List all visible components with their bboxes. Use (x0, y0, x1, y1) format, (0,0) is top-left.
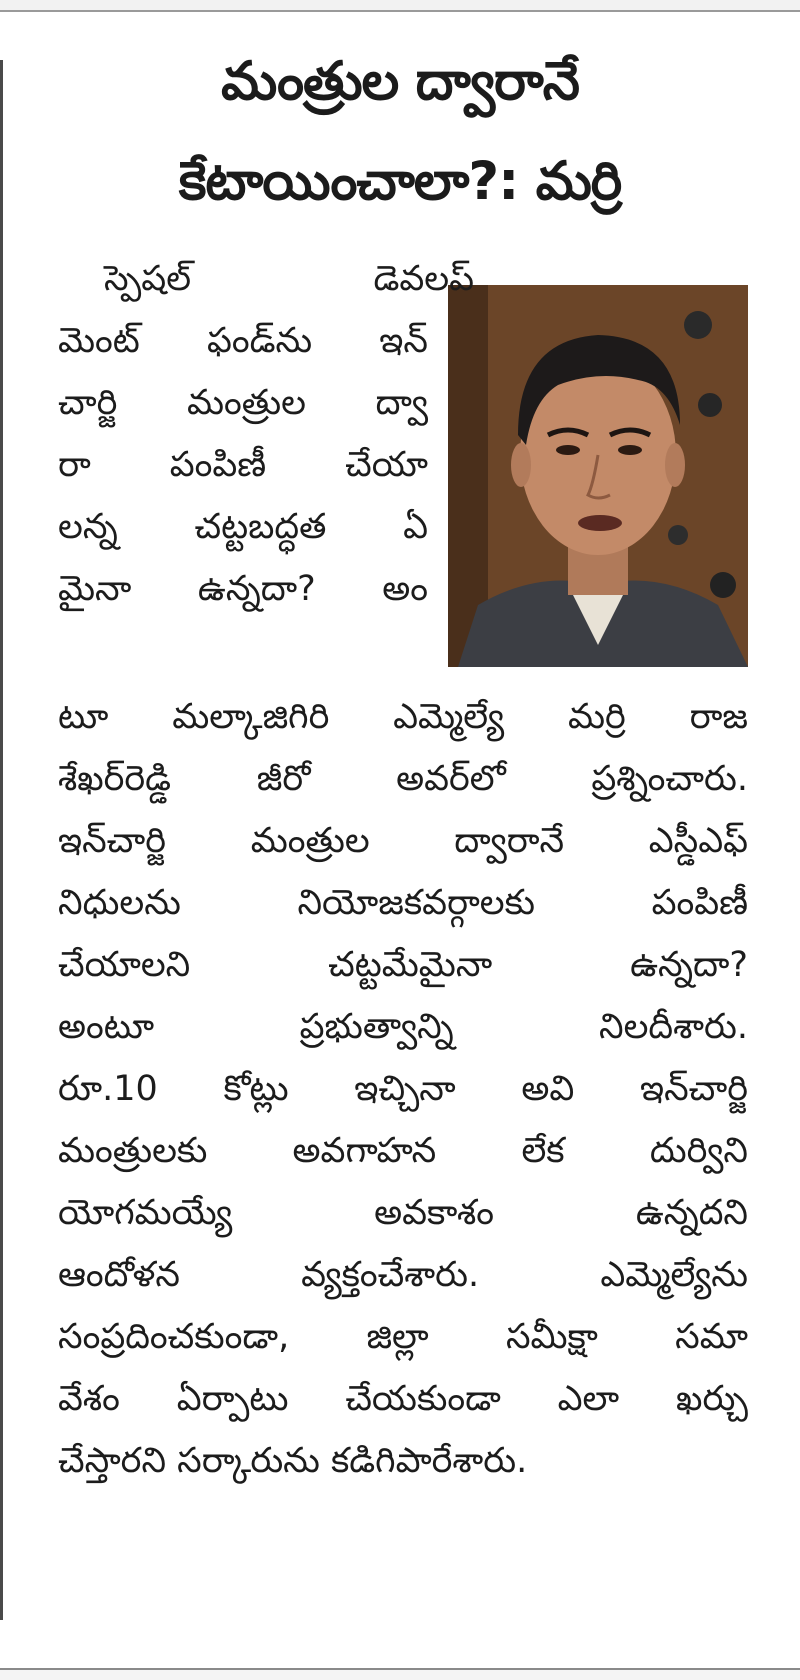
body-line: వేశం ఏర్పాటు చేయకుండా ఎలా ఖర్చు (58, 1379, 748, 1419)
body-line: చేస్తారని సర్కారును కడిగిపారేశారు. (58, 1441, 528, 1481)
body-line: చేయాలని చట్టమేమైనా ఉన్నదా? (58, 945, 748, 985)
body-line: సంప్రదించకుండా, జిల్లా సమీక్షా సమా (58, 1317, 748, 1357)
article-body-beside-photo (58, 248, 474, 620)
person-portrait-icon (448, 285, 748, 667)
body-line: రూ.10 కోట్లు ఇచ్చినా అవి ఇన్‌చార్జి (58, 1069, 748, 1109)
body-line: రా పంపిణీ చేయా (58, 445, 428, 485)
page-bottom-border (0, 1668, 800, 1680)
body-line: మెంట్ ఫండ్‌ను ఇన్ (58, 321, 428, 361)
page-top-border (0, 0, 800, 12)
body-line: చార్జి మంత్రుల ద్వా (58, 383, 428, 423)
page-left-border (0, 60, 3, 1620)
article-body-full-width (58, 686, 748, 1492)
body-line: ఆందోళన వ్యక్తంచేశారు. ఎమ్మెల్యేను (58, 1255, 748, 1295)
body-line: టూ మల్కాజిగిరి ఎమ్మెల్యే మర్రి రాజ (58, 697, 748, 737)
body-line: యోగమయ్యే అవకాశం ఉన్నదని (58, 1193, 748, 1233)
article-photo (448, 285, 748, 667)
headline-line-1: మంత్రుల ద్వారానే (221, 51, 579, 112)
body-line: మంత్రులకు అవగాహన లేక దుర్విని (58, 1131, 748, 1171)
body-line: శేఖర్‌రెడ్డి జీరో అవర్‌లో ప్రశ్నించారు. (58, 759, 748, 799)
body-line: మైనా ఉన్నదా? అం (58, 569, 428, 609)
headline-line-2: కేటాయించాలా?: మర్రి (178, 151, 622, 212)
body-line: ఇన్‌చార్జి మంత్రుల ద్వారానే ఎస్డీఎఫ్ (58, 821, 748, 861)
body-line: అంటూ ప్రభుత్వాన్ని నిలదీశారు. (58, 1007, 748, 1047)
body-line: స్పెషల్ డెవలప్ (104, 259, 474, 299)
article-headline (40, 32, 760, 232)
body-line: నిధులను నియోజకవర్గాలకు పంపిణీ (58, 883, 748, 923)
body-line: లన్న చట్టబద్ధత ఏ (58, 507, 428, 547)
